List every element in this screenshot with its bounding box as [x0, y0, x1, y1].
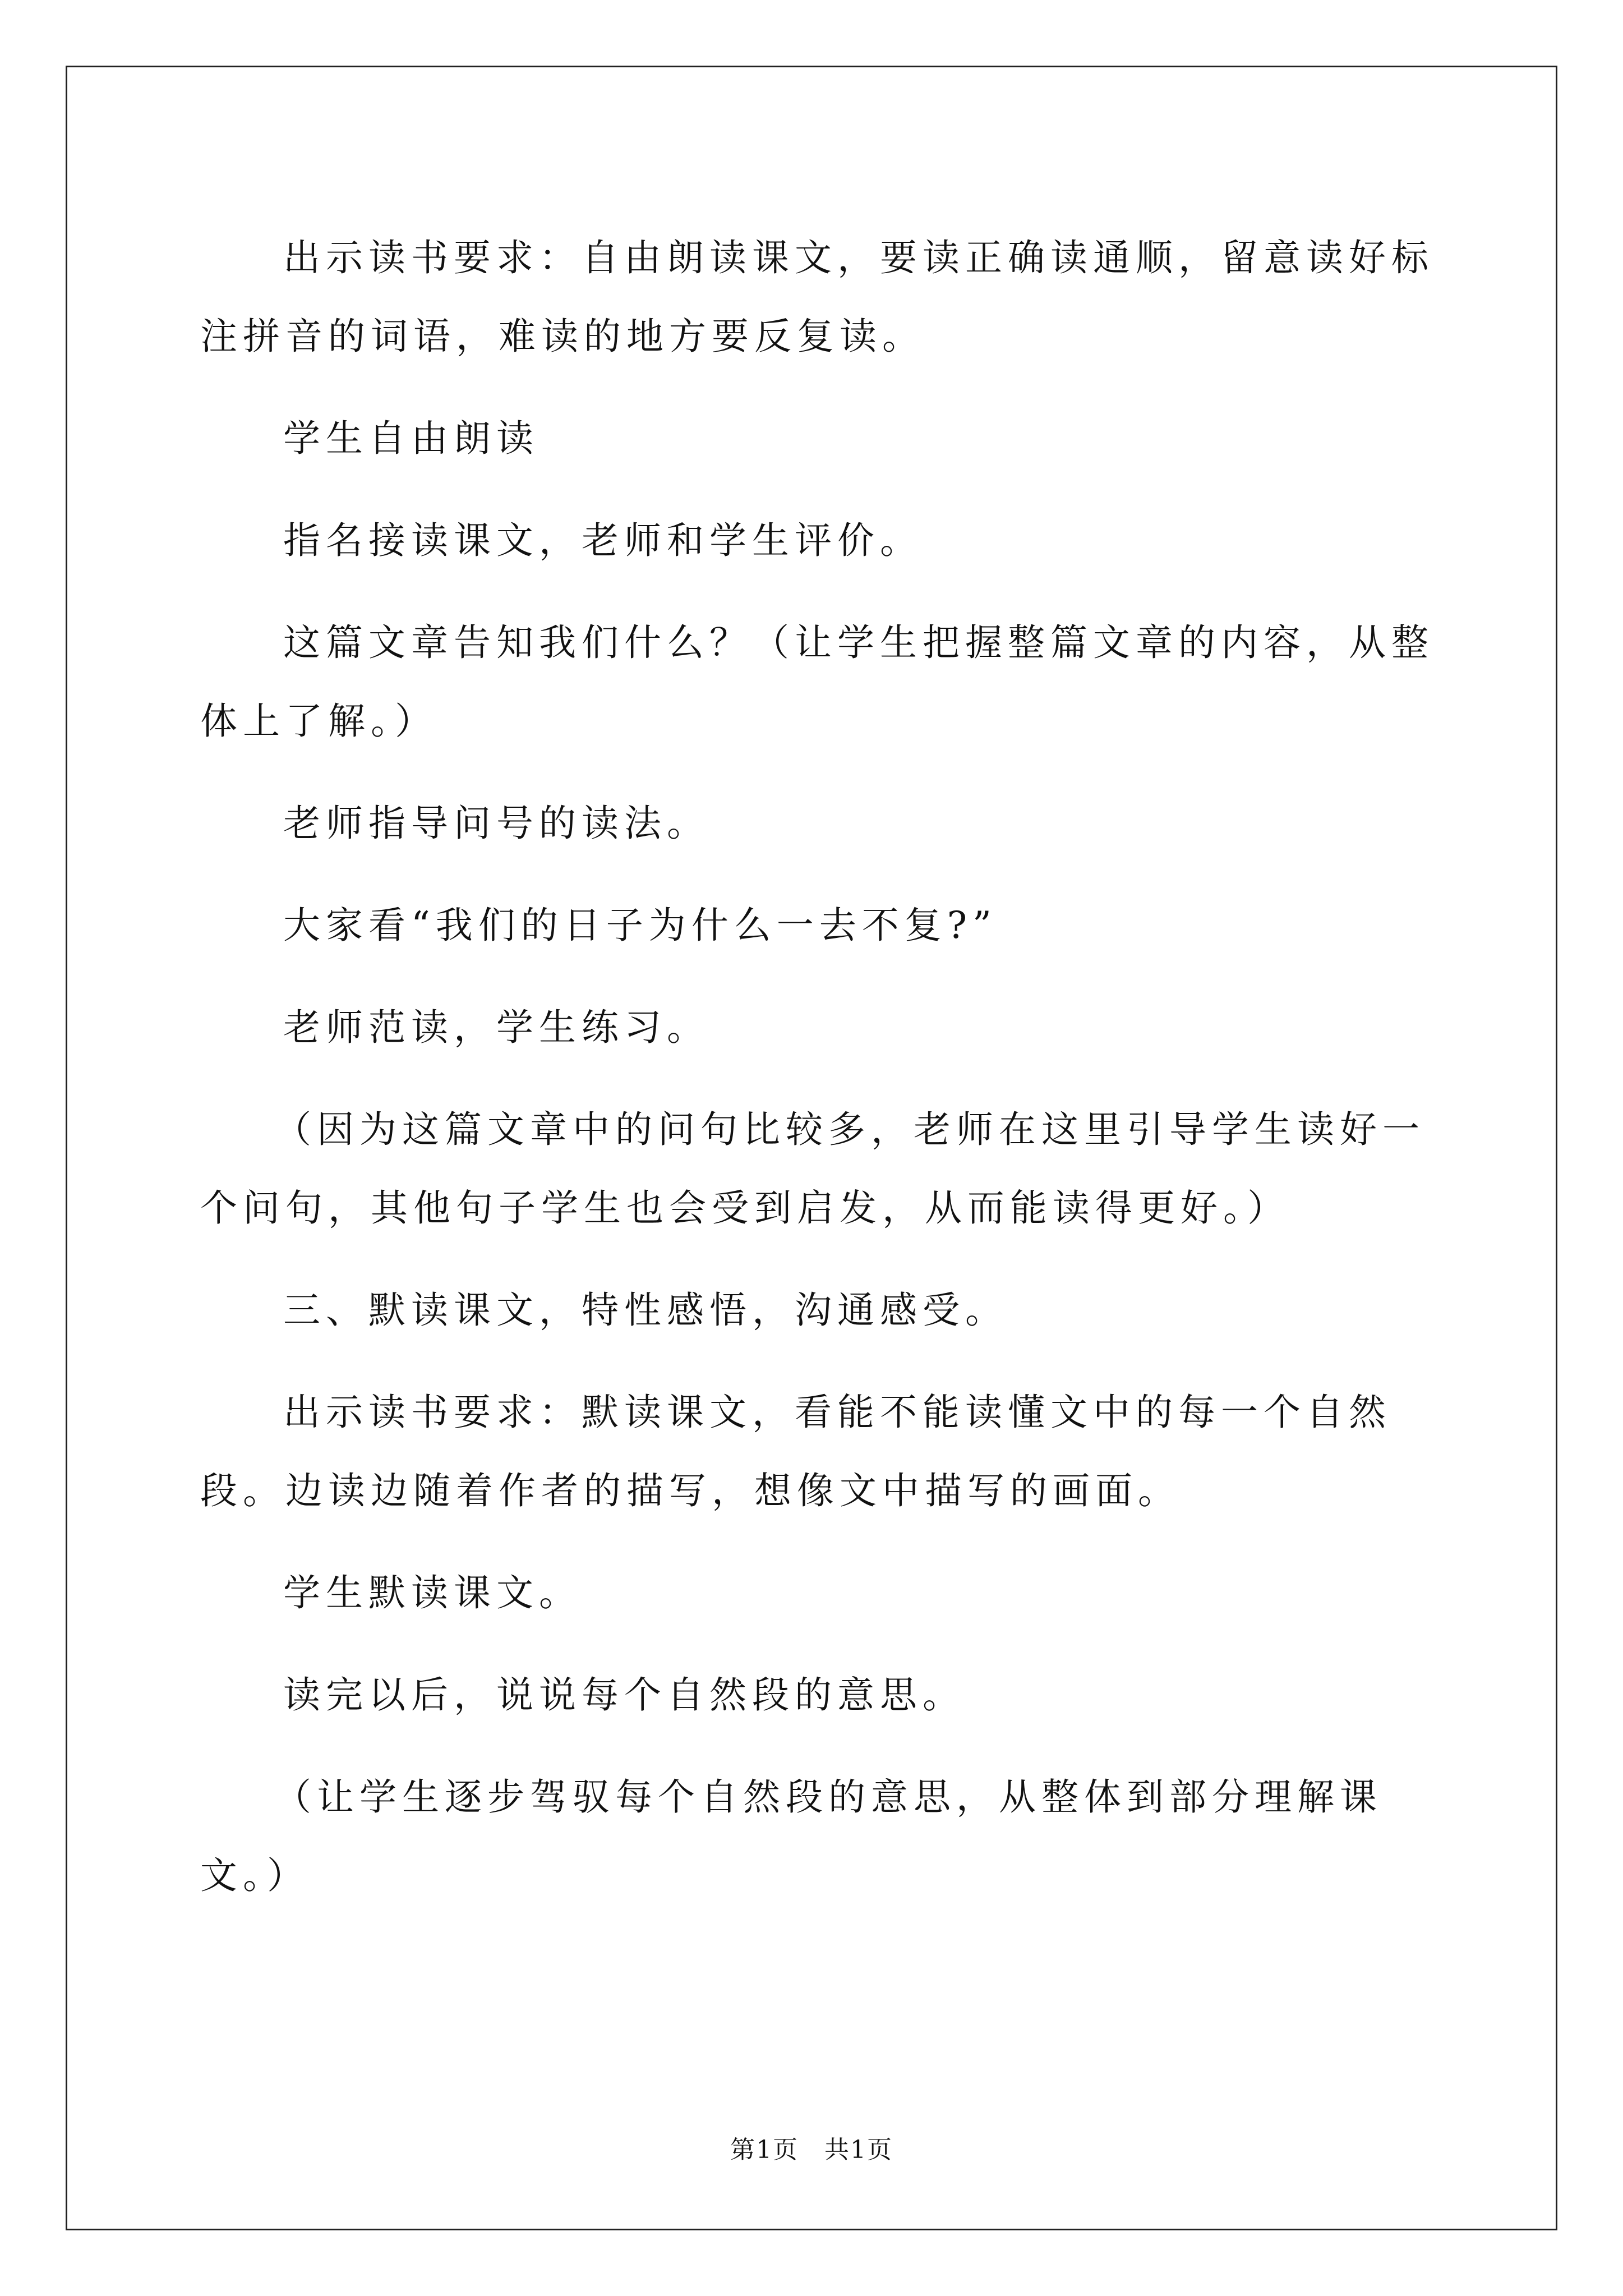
paragraph: 老师指导问号的读法。: [283, 802, 709, 845]
paragraph: （因为这篇文章中的问句比较多，老师在这里引导学生读好一个问句，其他句子学生也会受到启发，从而能读得更好。）: [200, 1108, 1425, 1230]
paragraph: 大家看“我们的日子为什么一去不复?”: [283, 904, 997, 947]
paragraph: 学生默读课文。: [283, 1571, 582, 1614]
paragraph: 三、默读课文，特性感悟，沟通感受。: [283, 1289, 1008, 1332]
paragraph: 出示读书要求：自由朗读课文，要读正确读通顺，留意读好标注拼音的词语，难读的地方要反复读。: [200, 236, 1434, 358]
paragraph: 指名接读课文，老师和学生评价。: [283, 519, 923, 562]
document-body: [200, 219, 1434, 1939]
paragraph: 学生自由朗读: [283, 417, 539, 460]
paragraph: （让学生逐步驾驭每个自然段的意思，从整体到部分理解课文。）: [200, 1775, 1382, 1897]
paragraph: 出示读书要求：默读课文，看能不能读懂文中的每一个自然段。边读边随着作者的描写，想像文中描写的画面。: [200, 1391, 1391, 1512]
page-footer: 第1页 共1页: [730, 2136, 893, 2164]
paragraph: 老师范读，学生练习。: [283, 1006, 709, 1049]
paragraph: 这篇文章告知我们什么？（让学生把握整篇文章的内容，从整体上了解。）: [200, 621, 1434, 743]
paragraph: 读完以后，说说每个自然段的意思。: [283, 1673, 965, 1717]
